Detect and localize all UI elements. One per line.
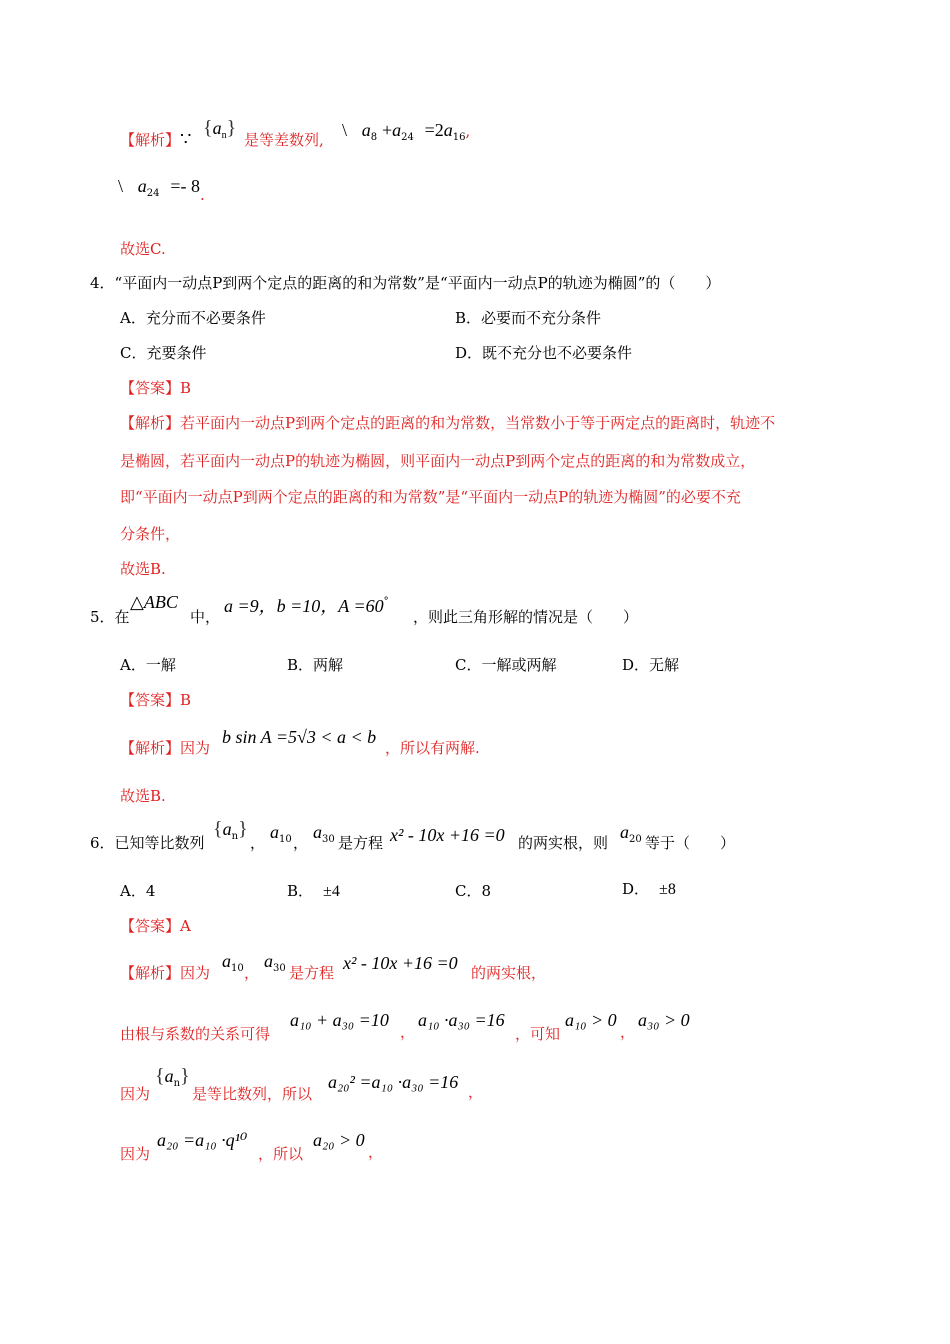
- q6-l1-a30: $a_{30}$: [264, 951, 286, 974]
- q6-l3-formula: a₂₀² =a₁₀ ·a₃₀ =16: [328, 1072, 459, 1092]
- q6-option-c: C．8: [455, 882, 492, 900]
- q5-jiexi-prefix: 【解析】因为: [120, 739, 211, 757]
- q6-l4-f1: a₂₀ =a₁₀ ·q¹⁰: [157, 1130, 248, 1150]
- q5-option-b: B．两解: [287, 656, 344, 674]
- q6-l1-comma: ，: [244, 964, 260, 982]
- q6-l2-f1: a₁₀ + a₃₀ =10: [290, 1010, 389, 1030]
- q4-jiexi-line2: 是椭圆，若平面内一动点P的轨迹为椭圆，则平面内一动点P到两个定点的距离的和为常数成立，: [120, 452, 756, 470]
- q5-option-d: D．无解: [622, 656, 680, 674]
- q6-l2-f4: a₃₀ > 0: [638, 1010, 690, 1030]
- q5-zhong: 中，: [190, 608, 221, 626]
- q6-l4-mid: ，所以: [258, 1145, 304, 1163]
- q6-equation: x² - 10x +16 =0: [390, 825, 505, 845]
- q6-l2-c3: ，: [620, 1023, 636, 1041]
- q6-l2-f2: a₁₀ ·a₃₀ =16: [418, 1010, 505, 1030]
- q3-eq1: \ $a_8 +a_{24} =2a_{16}$,: [342, 120, 471, 143]
- q6-l2-f3: a₁₀ > 0: [565, 1010, 617, 1030]
- q6-stem-tail: 等于（ ）: [645, 834, 736, 852]
- q6-a10: $a_{10}$: [270, 822, 292, 845]
- q4-answer: 【答案】B: [120, 379, 192, 397]
- q3-an-seq: $\{a_n\}$: [203, 117, 237, 141]
- q4-option-c: C．充要条件: [120, 344, 207, 362]
- q4-jiexi-line4: 分条件，: [120, 525, 181, 543]
- q6-comma1: ，: [250, 834, 266, 852]
- q5-formula: b sin A =5√3 < a < b: [222, 727, 377, 747]
- q6-l4-tail: ，: [368, 1143, 384, 1161]
- q5-triangle: △ABC: [130, 592, 178, 612]
- q3-eq2: \ $a_{24} =- 8$.: [118, 176, 205, 204]
- q4-option-a: A．充分而不必要条件: [120, 309, 266, 327]
- q6-a20: $a_{20}$: [620, 822, 642, 845]
- jiexi-tag: 【解析】: [120, 131, 181, 149]
- q6-option-b: B． ±4: [287, 882, 340, 900]
- q5-answer: 【答案】B: [120, 691, 192, 709]
- q6-l3-mid: 是等比数列，所以: [192, 1085, 313, 1103]
- q6-l2-c1: ，: [400, 1023, 416, 1041]
- q6-shi-fangcheng: 是方程: [338, 834, 384, 852]
- q6-l4-prefix: 因为: [120, 1145, 151, 1163]
- q6-option-d: D． ±8: [622, 880, 676, 898]
- q5-jiexi-suffix: ，所以有两解.: [385, 739, 480, 757]
- q4-jiexi-line3: 即“平面内一动点P到两个定点的距离的和为常数”是“平面内一动点P的轨迹为椭圆”的必要不充: [120, 488, 741, 506]
- q5-option-c: C．一解或两解: [455, 656, 557, 674]
- q6-l2-c2: ，可知: [515, 1025, 561, 1043]
- q5-tail: ，则此三角形解的情况是（ ）: [413, 608, 639, 626]
- q6-l3-prefix: 因为: [120, 1085, 151, 1103]
- q6-comma2: ，: [293, 834, 309, 852]
- q6-l1-mid: 是方程: [289, 964, 335, 982]
- q5-conditions: a =9，b =10，A =60°: [224, 596, 389, 616]
- q6-answer: 【答案】A: [120, 917, 191, 935]
- q4-stem: 4．“平面内一动点P到两个定点的距离的和为常数”是“平面内一动点P的轨迹为椭圆”的（ ）: [90, 274, 721, 292]
- q6-l1-prefix: 【解析】因为: [120, 964, 211, 982]
- q5-option-a: A．一解: [120, 656, 176, 674]
- q6-l1-eq: x² - 10x +16 =0: [343, 953, 458, 973]
- q6-l1-a10: $a_{10}$: [222, 951, 244, 974]
- q4-guxuan: 故选B.: [120, 560, 166, 578]
- q6-option-a: A．4: [120, 882, 156, 900]
- q3-dengcha-text: 是等差数列,: [244, 131, 324, 149]
- q6-l1-tail: 的两实根，: [471, 964, 547, 982]
- q5-num-zai: 5．在: [90, 608, 130, 626]
- q4-option-b: B．必要而不充分条件: [455, 309, 602, 327]
- q4-jiexi-line1: 【解析】若平面内一动点P到两个定点的距离的和为常数，当常数小于等于两定点的距离时，轨迹不: [120, 414, 776, 432]
- q6-stem-mid: 的两实根，则: [518, 834, 609, 852]
- q6-l3-tail: ，: [468, 1083, 484, 1101]
- q6-l4-f2: a₂₀ > 0: [313, 1130, 365, 1150]
- q3-jiexi-line1: [120, 130, 191, 150]
- q6-stem-prefix: 6．已知等比数列: [90, 834, 205, 852]
- q4-option-d: D．既不充分也不必要条件: [455, 344, 633, 362]
- q3-guxuan: 故选C.: [120, 240, 166, 258]
- q6-an-seq: $\{a_n\}$: [213, 818, 248, 842]
- q6-a30: $a_{30}$: [313, 822, 335, 845]
- q6-l2-prefix: 由根与系数的关系可得: [120, 1025, 271, 1043]
- q6-l3-an: $\{a_n\}$: [155, 1065, 190, 1089]
- because-symbol: ∵: [180, 129, 192, 150]
- q5-guxuan: 故选B.: [120, 787, 166, 805]
